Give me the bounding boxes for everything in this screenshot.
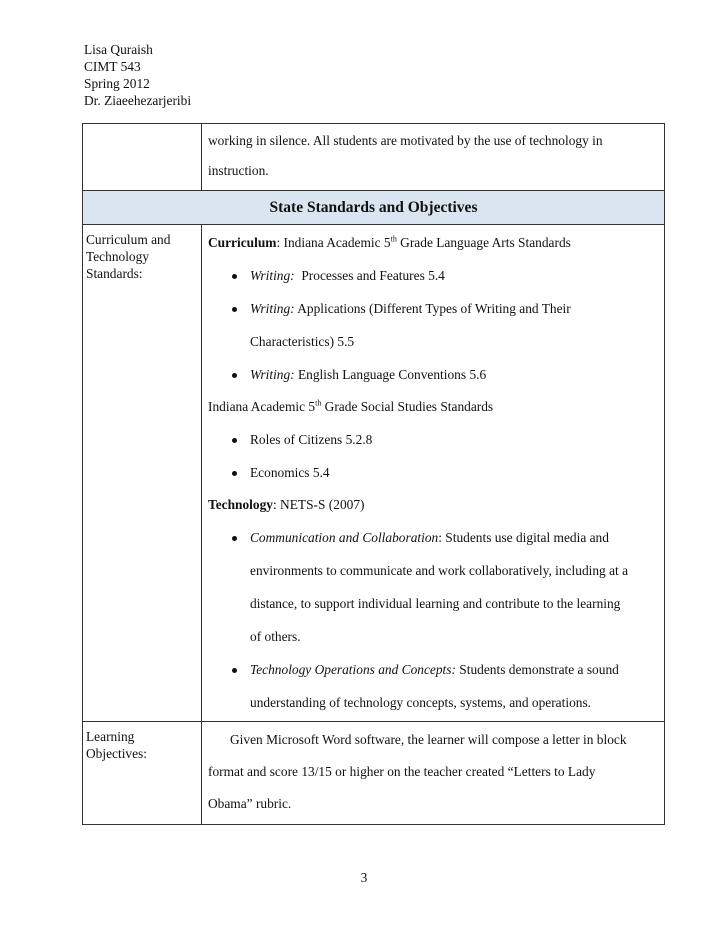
lesson-plan-table	[82, 123, 665, 825]
list-item	[250, 292, 658, 358]
item-text: of others.	[250, 629, 301, 644]
term: Spring 2012	[84, 76, 150, 91]
item-emphasis: Writing:	[250, 301, 295, 316]
section-header-row	[83, 191, 665, 225]
item-text: : Students use digital media and	[438, 530, 609, 545]
list-item: Economics 5.4	[250, 456, 658, 489]
objectives-row	[83, 722, 665, 825]
standards-label-line: Curriculum and	[86, 232, 171, 247]
list-item	[250, 358, 658, 391]
list-item	[250, 653, 658, 719]
item-emphasis: Writing:	[250, 268, 295, 283]
standards-label	[83, 225, 202, 722]
social-studies-list	[208, 423, 658, 489]
objectives-label-line: Learning	[86, 729, 135, 744]
curriculum-line	[208, 227, 658, 259]
author-name: Lisa Quraish	[84, 42, 153, 57]
item-text: distance, to support individual learning and contribute to the learning	[250, 596, 621, 611]
item-text: Students demonstrate a sound	[455, 662, 619, 677]
objective-line: Given Microsoft Word software, the learner will compose a letter in block	[230, 732, 627, 747]
item-emphasis: Communication and Collaboration	[250, 530, 439, 545]
superscript: th	[315, 398, 322, 408]
standards-row	[83, 225, 665, 722]
page-number: 3	[360, 870, 368, 885]
social-studies-line	[208, 391, 658, 423]
superscript: th	[390, 234, 397, 244]
language-arts-list	[208, 259, 658, 391]
objectives-content	[202, 722, 665, 825]
objectives-label-line: Objectives:	[86, 746, 147, 761]
item-text: Processes and Features 5.4	[294, 268, 445, 283]
continuation-row	[83, 124, 665, 191]
continuation-label-cell	[83, 124, 202, 191]
list-item: Roles of Citizens 5.2.8	[250, 423, 658, 456]
technology-line	[208, 489, 658, 521]
list-item	[250, 259, 658, 292]
item-text: understanding of technology concepts, systems, and operations.	[250, 695, 592, 710]
course-code: CIMT 543	[84, 59, 141, 74]
list-item	[250, 521, 658, 653]
objectives-label	[83, 722, 202, 825]
standards-label-line: Standards:	[86, 266, 143, 281]
curriculum-text: : Indiana Academic 5	[276, 235, 391, 250]
technology-heading: Technology	[208, 497, 273, 512]
continuation-line: instruction.	[208, 163, 269, 178]
section-title: State Standards and Objectives	[83, 191, 665, 225]
item-text: environments to communicate and work collaboratively, including at a	[250, 563, 629, 578]
continuation-cell	[202, 124, 665, 191]
instructor-name: Dr. Ziaeehezarjeribi	[84, 93, 192, 108]
curriculum-heading: Curriculum	[208, 235, 277, 250]
curriculum-text: Grade Language Arts Standards	[396, 235, 571, 250]
social-studies-text: Grade Social Studies Standards	[321, 399, 494, 414]
continuation-line: working in silence. All students are motivated by the use of technology in	[208, 133, 603, 148]
standards-label-line: Technology	[86, 249, 150, 264]
document-header	[84, 41, 191, 109]
item-text: English Language Conventions 5.6	[294, 367, 487, 382]
objective-line: Obama” rubric.	[208, 796, 292, 811]
social-studies-text: Indiana Academic 5	[208, 399, 316, 414]
item-text: Characteristics) 5.5	[250, 334, 355, 349]
technology-text: : NETS-S (2007)	[272, 497, 365, 512]
standards-content	[202, 225, 665, 722]
objective-line: format and score 13/15 or higher on the teacher created “Letters to Lady	[208, 764, 596, 779]
item-text: Applications (Different Types of Writing and Their	[294, 301, 571, 316]
item-emphasis: Technology Operations and Concepts:	[250, 662, 456, 677]
item-emphasis: Writing:	[250, 367, 295, 382]
technology-list	[208, 521, 658, 719]
